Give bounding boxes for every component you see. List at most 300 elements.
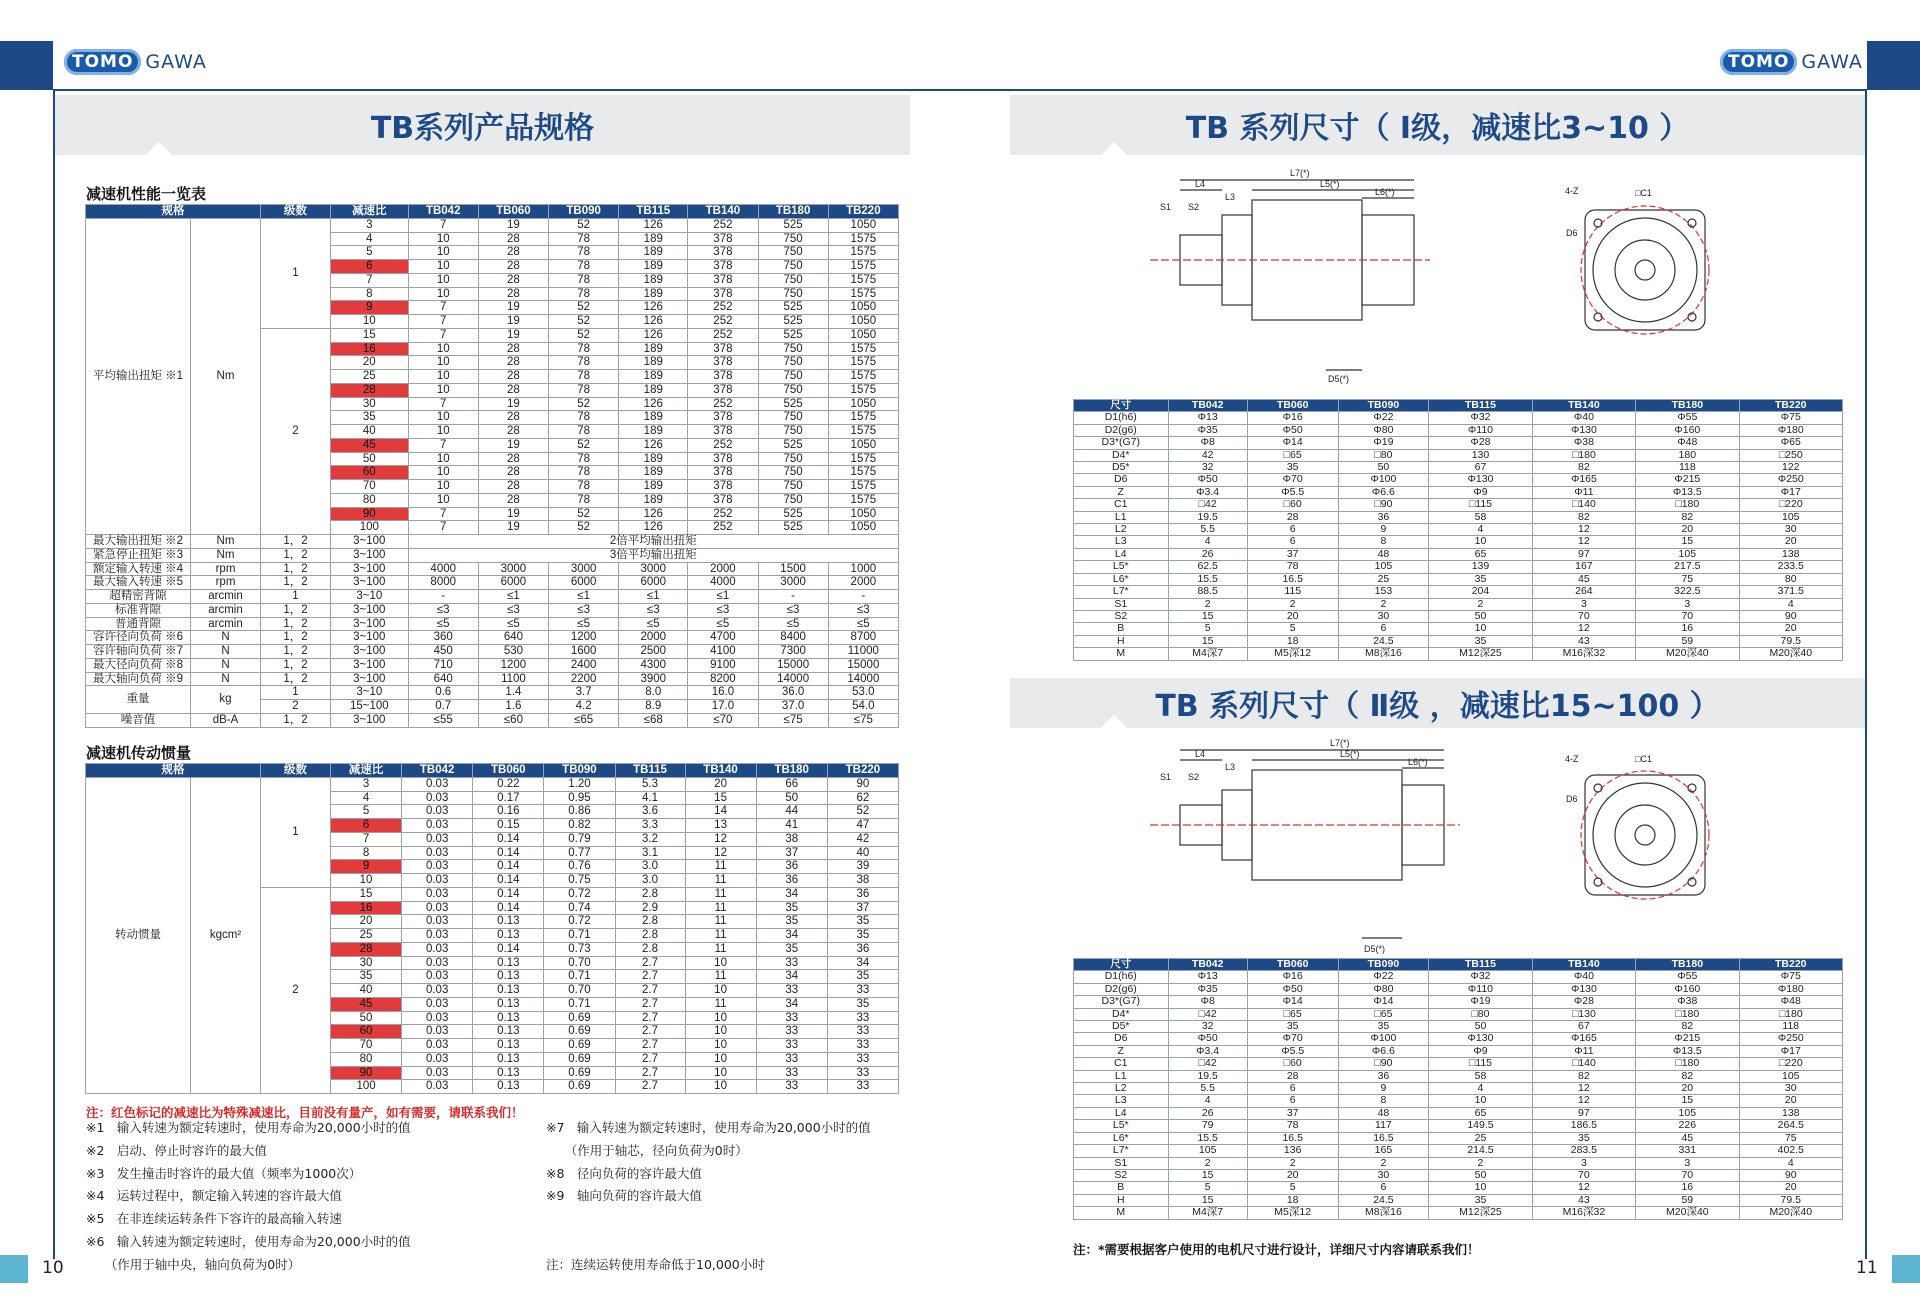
table-cell: 28 [331,942,402,956]
table-cell: 2500 [619,645,688,659]
table-cell: 5 [1168,1182,1247,1194]
label-l6: L6(*) [1375,187,1395,197]
table-cell: 15000 [758,658,828,672]
column-header: 规格 [86,764,261,778]
side-view-drawing-2 [1140,730,1560,960]
table-cell: 40 [827,846,898,860]
table-cell: 50 [756,791,827,805]
table-cell: 130 [1429,449,1532,461]
table-cell: N [191,645,261,659]
table-cell: 2.7 [615,997,685,1011]
table-cell: 19 [478,521,548,535]
table-row [1074,586,1843,598]
table-cell: - [758,590,828,604]
table-cell: 252 [688,521,758,535]
table-cell: 35 [756,942,827,956]
table-cell: 28 [478,425,548,439]
table-row [86,777,899,791]
table-cell: 1 [261,218,331,328]
table-cell: 2 [261,328,331,534]
table-cell: Φ22 [1338,412,1429,424]
table-cell: 105 [1168,1145,1247,1157]
table-cell: 26 [1168,1107,1247,1119]
table-cell: 149.5 [1429,1120,1532,1132]
table-cell: 11000 [828,645,898,659]
table-cell: □42 [1168,1008,1247,1020]
table-cell: Φ165 [1532,1033,1635,1045]
table-cell: 378 [688,480,758,494]
table-cell: Φ180 [1739,983,1842,995]
table-cell: 3000 [619,562,688,576]
table-cell: 189 [619,342,688,356]
table-cell: 378 [688,411,758,425]
table-cell: 264.5 [1739,1120,1842,1132]
table-cell: 44 [756,805,827,819]
table-cell: 378 [688,383,758,397]
table-cell: 4000 [408,562,478,576]
page-number-right: 11 [1856,1258,1878,1278]
table-cell: 525 [758,521,828,535]
table-cell: Z [1074,486,1169,498]
table-cell: 0.13 [473,1011,544,1025]
table-cell: 3~10 [331,686,409,700]
table-cell: 3~100 [331,562,409,576]
table-cell: ≤5 [828,617,898,631]
table-cell: 11 [685,860,756,874]
table-cell: 43 [1532,635,1635,647]
table-cell: 105 [1636,1107,1739,1119]
table-cell: 2 [1338,1157,1429,1169]
table-cell: 2.8 [615,929,685,943]
table-cell: 35 [827,997,898,1011]
table-cell: 1575 [828,480,898,494]
table-cell: 10 [408,493,478,507]
column-header: TB220 [828,205,898,219]
table-cell: Φ19 [1338,437,1429,449]
table-row [86,672,899,686]
table-cell: arcmin [191,590,261,604]
table-cell: 126 [619,328,688,342]
table-cell: 189 [619,356,688,370]
column-header: TB090 [544,764,615,778]
table-cell: 7 [331,832,402,846]
table-cell: 12 [1532,1083,1635,1095]
table-cell: L5* [1074,561,1169,573]
table-cell: 52 [549,328,619,342]
table-cell: 3.0 [615,860,685,874]
table-cell: 10 [331,874,402,888]
table-cell: □65 [1338,1008,1429,1020]
table-cell: 20 [1739,623,1842,635]
table-cell: Φ160 [1636,424,1739,436]
table-cell: L4 [1074,548,1169,560]
label-l4: L4 [1195,179,1206,189]
table-cell: 42 [1168,449,1247,461]
table-cell: 2000 [828,576,898,590]
table-cell: 超精密背隙 [86,590,191,604]
table-row [1074,548,1843,560]
table-cell: □180 [1532,449,1635,461]
table-cell: Φ11 [1532,486,1635,498]
table-cell: 10 [331,315,409,329]
table-cell: 1575 [828,273,898,287]
table-cell: L1 [1074,1070,1169,1082]
table-cell: 12 [1532,1182,1635,1194]
table-cell: 28 [478,383,548,397]
footnote: ※9 轴向负荷的容许最大值 [546,1188,702,1204]
table-cell: M8深16 [1338,648,1429,660]
table-cell: 117 [1338,1120,1429,1132]
table-cell: H [1074,635,1169,647]
table-cell: 78 [549,480,619,494]
table-cell: 20 [331,356,409,370]
table-cell: 36 [827,887,898,901]
table-cell: D5* [1074,1021,1169,1033]
table-cell: Φ35 [1168,424,1247,436]
table-cell: 226 [1636,1120,1739,1132]
table-cell: 1600 [549,645,619,659]
table-cell: 10 [685,984,756,998]
table-row [1074,412,1843,424]
table-row [1074,1157,1843,1169]
table-cell: 5 [1168,623,1247,635]
table-cell: 3~100 [331,645,409,659]
table-cell: 750 [758,287,828,301]
table-cell: 90 [331,507,409,521]
table-cell: 3 [331,777,402,791]
logo-word: GAWA [145,51,207,73]
table-cell: 33 [827,1039,898,1053]
table-cell: 189 [619,232,688,246]
table-cell: ≤3 [549,603,619,617]
table-cell: kg [191,686,261,714]
table-cell: 3~100 [331,658,409,672]
table-cell: 33 [756,1011,827,1025]
column-header: 级数 [261,764,331,778]
table-cell: 4 [1429,524,1532,536]
table-cell: 25 [1338,573,1429,585]
table-cell: 4300 [619,658,688,672]
table-cell: 0.14 [473,942,544,956]
table-cell: 10 [408,452,478,466]
table-cell: Φ11 [1532,1045,1635,1057]
table-cell: 28 [478,287,548,301]
table-cell: 34 [756,929,827,943]
table-cell: Φ28 [1429,437,1532,449]
table-cell: 38 [756,832,827,846]
table-cell: 平均输出扭矩 ※1 [86,218,191,534]
label-s2: S2 [1188,202,1200,212]
table-cell: 33 [756,1066,827,1080]
table-row [1074,1207,1843,1219]
footnote: ※6 输入转速为额定转速时，使用寿命为20,000小时的值 [86,1233,411,1249]
table-row [86,631,899,645]
table-cell: 34 [827,956,898,970]
table-cell: 1050 [828,301,898,315]
table-cell: 283.5 [1532,1145,1635,1157]
table-cell: 28 [478,246,548,260]
table-cell: 70 [1636,1169,1739,1181]
table-row [1074,1194,1843,1206]
table-cell: - [408,590,478,604]
table-cell: 360 [408,631,478,645]
table-cell: 33 [827,1080,898,1094]
table-cell: 1，2 [261,645,331,659]
table-cell: L2 [1074,524,1169,536]
table-cell: 7 [408,438,478,452]
table-cell: 2.9 [615,901,685,915]
table-cell: 10 [408,356,478,370]
column-header: 减速比 [331,764,402,778]
section-title-2: TB 系列尺寸（ Ⅱ级 ，减速比15~100 ） [1155,689,1720,724]
table-cell: 28 [478,370,548,384]
inertia-heading: 减速机传动惯量 [86,744,192,762]
table-cell: 3 [1636,1157,1739,1169]
table-cell: 186.5 [1532,1120,1635,1132]
table-row [1074,474,1843,486]
column-header: TB042 [1168,959,1247,971]
table-cell: 59 [1636,1194,1739,1206]
table-cell: 10 [408,466,478,480]
table-cell: Φ5.5 [1247,1045,1338,1057]
label-l7: L7(*) [1290,168,1310,178]
table-row [86,562,899,576]
table-cell: 118 [1739,1021,1842,1033]
table-cell: 1575 [828,232,898,246]
table-cell: 90 [1739,610,1842,622]
column-header: TB180 [758,205,828,219]
table-cell: 0.14 [473,874,544,888]
footnote: ※8 径向负荷的容许最大值 [546,1165,702,1181]
table-cell: 2 [1429,598,1532,610]
table-cell: Φ50 [1247,424,1338,436]
table-cell: 14 [685,805,756,819]
table-row [1074,499,1843,511]
flange [1222,215,1252,305]
table-row [1074,623,1843,635]
table-cell: 8 [331,846,402,860]
label-c1: □C1 [1635,188,1652,198]
table-cell: L5* [1074,1120,1169,1132]
table-cell: 2 [261,700,331,714]
table-cell: 转动惯量 [86,777,191,1093]
table-cell: 紧急停止扭矩 ※3 [86,548,191,562]
table-cell: 10 [408,260,478,274]
footnote: ※7 输入转速为额定转速时，使用寿命为20,000小时的值 [546,1120,871,1135]
table-cell: 30 [1338,1169,1429,1181]
table-cell: 15.5 [1168,1132,1247,1144]
table-cell: 8000 [408,576,478,590]
table-cell: 标准背隙 [86,603,191,617]
table-cell: 2.8 [615,942,685,956]
table-cell: 16.5 [1247,1132,1338,1144]
front-view-drawing-2 [1560,750,1720,930]
table-cell: Φ110 [1429,424,1532,436]
table-cell: 1050 [828,397,898,411]
table-cell: 最大输入转速 ※5 [86,576,191,590]
table-cell: 371.5 [1739,586,1842,598]
table-cell: 378 [688,370,758,384]
right-title-band-2 [1010,678,1865,728]
table-cell: 33 [827,984,898,998]
table-cell: 0.72 [544,915,615,929]
table-row [86,686,899,700]
table-cell: 6 [1247,1095,1338,1107]
table-cell: Nm [191,218,261,534]
table-row [1074,1120,1843,1132]
table-cell: Φ48 [1739,996,1842,1008]
table-cell: 0.03 [402,929,473,943]
table-cell: 33 [756,1039,827,1053]
table-cell: ≤3 [828,603,898,617]
table-cell: Φ75 [1739,971,1842,983]
table-cell: Φ32 [1429,412,1532,424]
table-cell: ≤5 [619,617,688,631]
table-cell: □180 [1636,1058,1739,1070]
table-cell: 331 [1636,1145,1739,1157]
column-header: TB115 [619,205,688,219]
table-cell: 5 [331,246,409,260]
label-z: 4-Z [1565,754,1579,764]
table-cell: D4* [1074,1008,1169,1020]
flange [1222,790,1252,860]
table-cell: 3~100 [331,603,409,617]
table-cell: □180 [1636,499,1739,511]
table-cell: Φ130 [1429,1033,1532,1045]
table-cell: 1.20 [544,777,615,791]
table-cell: 189 [619,246,688,260]
table-cell: 8 [1338,1095,1429,1107]
table-cell: 15.5 [1168,573,1247,585]
table-cell: 1575 [828,411,898,425]
footnotes-left [86,1117,411,1277]
table-cell: 78 [1247,1120,1338,1132]
table-cell: 0.03 [402,874,473,888]
table-cell: 7 [331,273,409,287]
table-cell: 15 [1636,1095,1739,1107]
table-cell: 4.1 [615,791,685,805]
table-cell: ≤55 [408,713,478,727]
front-view-drawing-1 [1560,180,1720,370]
table-cell: 58 [1429,511,1532,523]
table-cell: 32 [1168,1021,1247,1033]
logo-word: GAWA [1801,51,1863,73]
column-header: TB220 [1739,400,1842,412]
table-cell: 7300 [758,645,828,659]
label-d6: D6 [1566,794,1578,804]
table-cell: 8 [1338,536,1429,548]
table-cell: 19 [478,328,548,342]
table-cell: 217.5 [1636,561,1739,573]
table-cell: Φ13.5 [1636,1045,1739,1057]
table-row [1074,983,1843,995]
table-cell: 378 [688,260,758,274]
page-title: TB系列产品规格 [370,111,595,146]
d6-circle [1581,771,1709,899]
table-cell: ≤1 [688,590,758,604]
table-cell: 35 [1429,573,1532,585]
table-cell: 19.5 [1168,511,1247,523]
table-cell: 82 [1532,511,1635,523]
table-cell: 0.14 [473,846,544,860]
table-cell: 0.75 [544,874,615,888]
table-cell: ≤5 [758,617,828,631]
table-cell: 65 [1429,1107,1532,1119]
table-cell: 136 [1247,1145,1338,1157]
table-cell: 0.73 [544,942,615,956]
table-cell: 28 [478,411,548,425]
table-cell: 525 [758,218,828,232]
table-cell: 0.17 [473,791,544,805]
column-header: TB090 [1338,400,1429,412]
table-row [1074,1107,1843,1119]
table-cell: 60 [331,466,409,480]
table-cell: 5 [1247,623,1338,635]
table-cell: 35 [1429,635,1532,647]
table-cell: 100 [331,521,409,535]
table-cell: M8深16 [1338,1207,1429,1219]
header-row [86,764,899,778]
table-cell: 50 [1429,1169,1532,1181]
table-cell: 28 [478,273,548,287]
label-s1: S1 [1160,202,1172,212]
table-cell: Φ38 [1532,437,1635,449]
table-cell: 2200 [549,672,619,686]
footnote: ※1 输入转速为额定转速时，使用寿命为20,000小时的值 [86,1120,411,1135]
table-cell: 9 [1338,524,1429,536]
table-cell: 34 [756,887,827,901]
table-cell: 33 [756,1025,827,1039]
footnote: ※3 发生撞击时容许的最大值（频率为1000次） [86,1165,362,1181]
label-s1: S1 [1160,772,1172,782]
table-cell: □65 [1247,449,1338,461]
table-cell: 1200 [478,658,548,672]
table-cell: Φ14 [1338,996,1429,1008]
table-cell: 5 [331,805,402,819]
table-cell: 750 [758,480,828,494]
table-cell: 252 [688,218,758,232]
table-cell: 10 [685,1052,756,1066]
table-cell: 750 [758,273,828,287]
table-cell: 52 [549,315,619,329]
table-cell: 0.69 [544,1052,615,1066]
table-cell: 4 [1739,598,1842,610]
column-header: TB220 [1739,959,1842,971]
table-cell: 3 [331,218,409,232]
table-cell: 4.2 [549,700,619,714]
table-cell: 126 [619,521,688,535]
table-cell: 6000 [619,576,688,590]
table-cell: 1050 [828,438,898,452]
table-cell: 97 [1532,548,1635,560]
table-cell: 15 [1636,536,1739,548]
table-cell: 189 [619,480,688,494]
table-cell: 25 [331,929,402,943]
table-cell: 1，2 [261,617,331,631]
table-cell: Φ3.4 [1168,1045,1247,1057]
table-cell: 15~100 [331,700,409,714]
table-cell: 3000 [478,562,548,576]
table-cell: 8700 [828,631,898,645]
table-cell: 82 [1532,1070,1635,1082]
table-cell: B [1074,1182,1169,1194]
table-cell: Nm [191,535,261,549]
table-cell: Φ40 [1532,971,1635,983]
table-cell: 0.13 [473,984,544,998]
table-cell: 30 [1338,610,1429,622]
table-cell: 10 [408,287,478,301]
table-cell: Φ80 [1338,983,1429,995]
